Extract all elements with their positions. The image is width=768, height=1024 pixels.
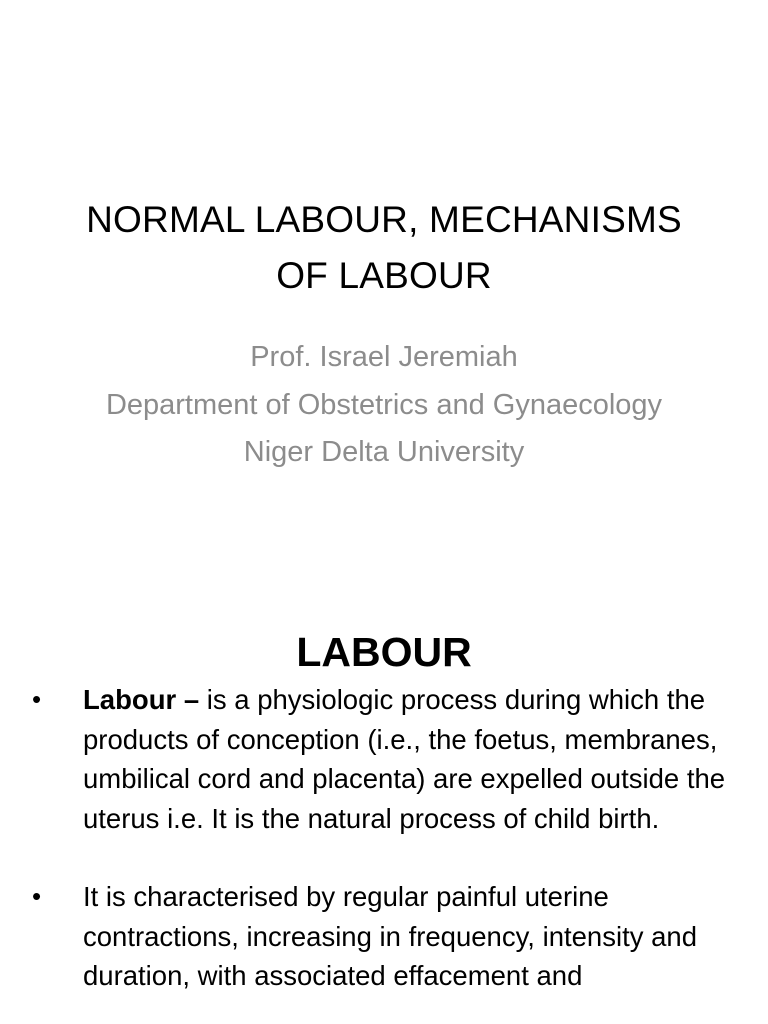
title-line-2: OF LABOUR xyxy=(276,255,492,296)
bullet-item-characteristics xyxy=(0,877,768,996)
presentation-title xyxy=(40,192,728,304)
bullet-text: is a physiologic process during which the products of conception (i.e., the foetus, membranes, umbilical cord and placenta) are expelled outside the uterus i.e. It is the natural process of child birth. xyxy=(83,684,726,834)
bullet-text: It is characterised by regular painful uterine contractions, increasing in frequency, intensity and duration, with associated effacement and xyxy=(83,881,697,991)
bullet-item-definition xyxy=(0,680,768,838)
slide-heading: LABOUR xyxy=(296,629,472,675)
subtitle-block xyxy=(40,334,728,477)
bullet-term: Labour – xyxy=(83,684,200,715)
bullet-list xyxy=(0,680,768,996)
title-line-1: NORMAL LABOUR, MECHANISMS xyxy=(86,199,682,240)
content-slide xyxy=(0,576,768,1024)
university-name: Niger Delta University xyxy=(243,436,525,468)
department-name: Department of Obstetrics and Gynaecology xyxy=(105,388,663,421)
author-name: Prof. Israel Jeremiah xyxy=(250,341,518,373)
bullet-icon: • xyxy=(32,881,42,911)
bullet-icon: • xyxy=(32,684,42,714)
